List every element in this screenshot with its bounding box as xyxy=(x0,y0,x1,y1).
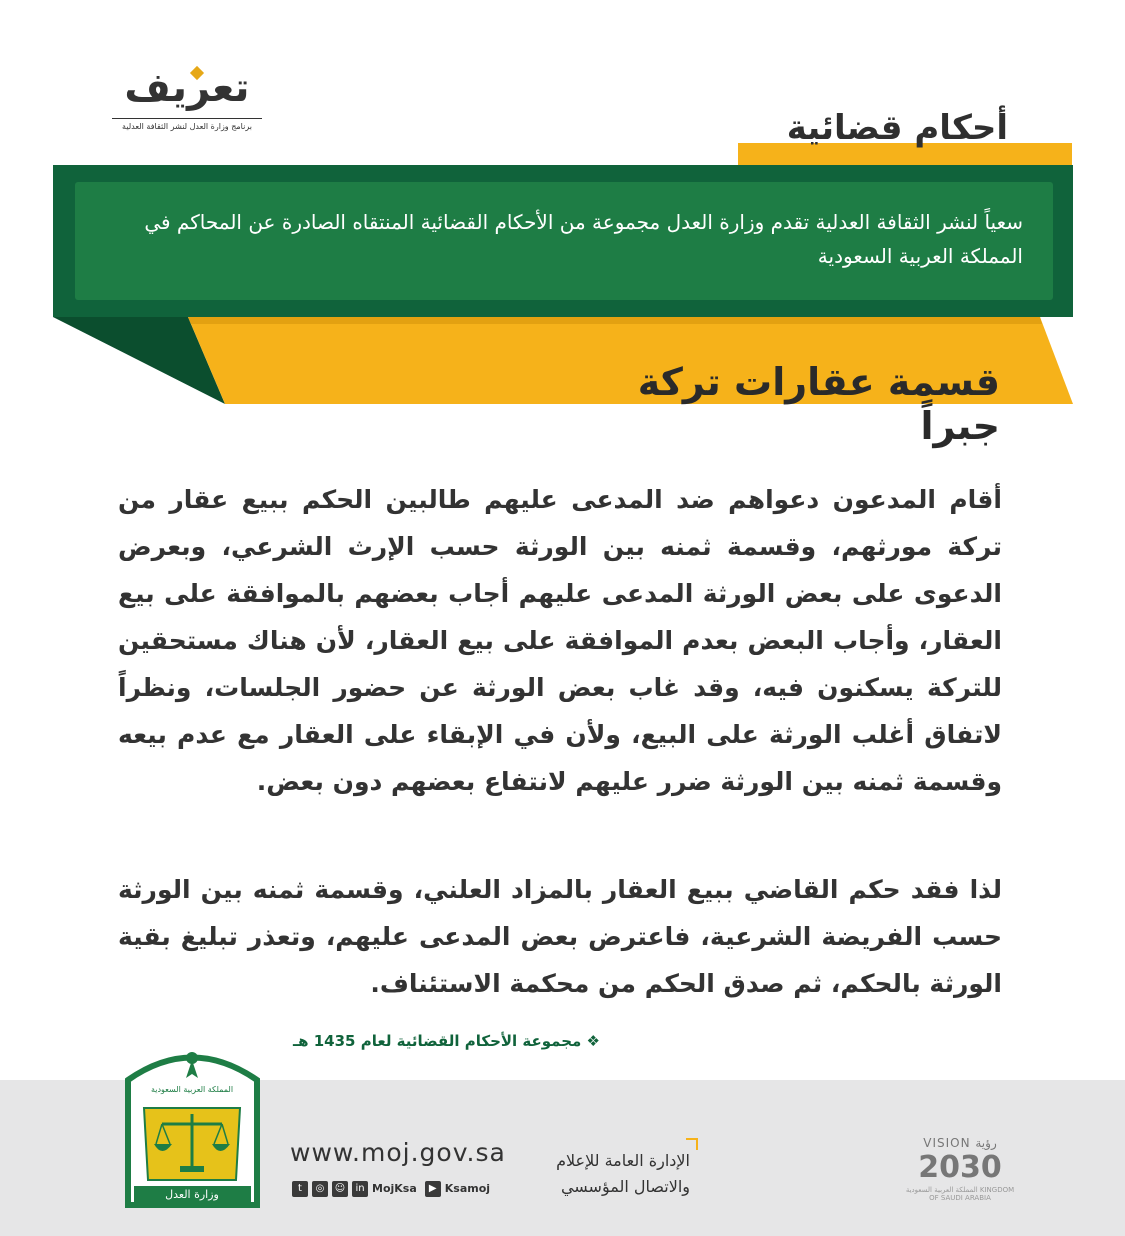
department-line-1: الإدارة العامة للإعلام xyxy=(556,1151,690,1170)
vision-2030-logo xyxy=(905,1136,1015,1200)
vision-subtitle: المملكة العربية السعودية KINGDOM OF SAUDI ARABIA xyxy=(905,1186,1015,1202)
source-text: مجموعة الأحكام القضائية لعام 1435 هـ xyxy=(293,1032,582,1050)
section-heading: أحكام قضائية xyxy=(786,108,1008,148)
linkedin-icon[interactable]: in xyxy=(352,1181,368,1197)
ministry-emblem xyxy=(120,1040,265,1210)
logo-title: تعريف xyxy=(124,65,250,111)
source-bullet-icon: ❖ xyxy=(581,1032,600,1050)
case-paragraph-1: أقام المدعون دعواهم ضد المدعى عليهم طالبين الحكم ببيع عقار من تركة مورثهم، وقسمة ثمنه بين الورثة حسب الإرث الشرعي، وبعرض الدعوى على بعض الورثة المدعى عليهم أجاب بعضهم بالموافقة على بيع العقار، وأجاب البعض بعدم الموافقة على بيع العقار، لأن هناك مستحقين للتركة يسكنون فيه، وقد غاب بعض الورثة عن حضور الجلسات، ونظراً لاتفاق أغلب الورثة على البيع، ولأن في الإبقاء على العقار مع عدم بيعه وقسمة ثمنه بين الورثة ضرر عليهم لانتفاع بعضهم دون بعض. xyxy=(118,485,1002,796)
case-title: قسمة عقارات تركة جبراً xyxy=(637,360,1000,448)
website-url[interactable]: www.moj.gov.sa xyxy=(290,1138,506,1167)
vision-year: 2030 xyxy=(918,1150,1002,1185)
intro-text: سعياً لنشر الثقافة العدلية تقدم وزارة العدل مجموعة من الأحكام القضائية المنتقاه الصادرة عن المحاكم في المملكة العربية السعودية xyxy=(144,210,1023,268)
logo-subtitle: برنامج وزارة العدل لنشر الثقافة العدلية xyxy=(112,118,262,131)
vision-label: VISION رؤية xyxy=(923,1136,997,1150)
instagram-icon[interactable]: ◎ xyxy=(312,1181,328,1197)
emblem-text-top: المملكة العربية السعودية xyxy=(150,1085,234,1094)
ribbon-shade xyxy=(188,317,1042,324)
case-paragraph-2: لذا فقد حكم القاضي ببيع العقار بالمزاد العلني، وقسمة ثمنه بين الورثة حسب الفريضة الشرعية، فاعترض بعض المدعى عليهم، وتعذر تبليغ بقية الورثة بالحكم، ثم صدق الحكم من محكمة الاستئناف. xyxy=(118,875,1002,998)
emblem-text-bottom: وزارة العدل xyxy=(165,1188,219,1201)
social-links xyxy=(292,1178,522,1200)
scale-foot xyxy=(180,1166,204,1172)
youtube-icon[interactable]: ▶ xyxy=(425,1181,441,1197)
social-handle-mojksa[interactable]: MojKsa xyxy=(372,1182,417,1195)
twitter-icon[interactable]: t xyxy=(292,1181,308,1197)
department-name xyxy=(520,1148,690,1200)
department-line-2: والاتصال المؤسسي xyxy=(560,1177,690,1196)
title-ribbon xyxy=(0,0,1125,420)
source-note xyxy=(280,1032,600,1050)
social-handle-ksamoj[interactable]: Ksamoj xyxy=(444,1182,491,1195)
snapchat-icon[interactable]: ☺ xyxy=(332,1181,348,1197)
